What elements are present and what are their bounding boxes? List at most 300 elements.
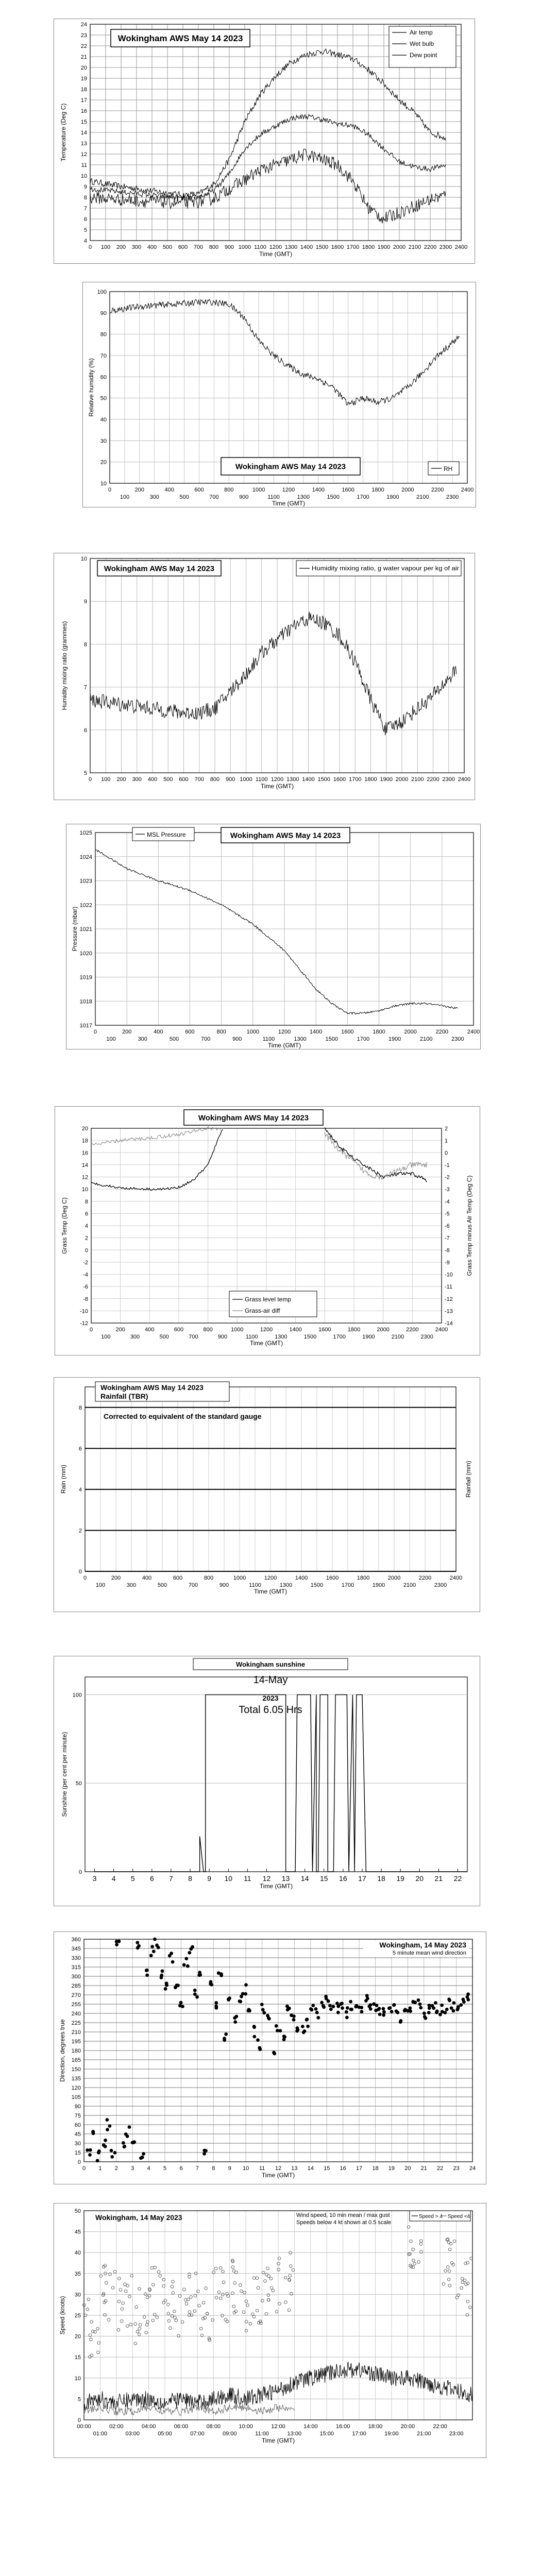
sun-xtick-label: 19 <box>396 1874 404 1883</box>
sun-xtick-label: 11 <box>244 1874 251 1883</box>
grass-xtick-label: 500 <box>159 1334 169 1340</box>
spd-gust-point <box>256 2277 259 2280</box>
spd-xtick-label: 12:00 <box>271 2424 285 2430</box>
temp-legend-label: Air temp <box>410 29 433 36</box>
temp-chart-title: Wokingham AWS May 14 2023 <box>117 33 243 44</box>
rain-x-axis-label: Time (GMT) <box>253 1588 288 1595</box>
spd-gust-point <box>264 2280 267 2283</box>
grass-ytick-label: 6 <box>84 1211 88 1217</box>
dir-xtick-label: 12 <box>275 2165 282 2172</box>
dir-data-point <box>341 2006 344 2010</box>
dir-ytick-label: 330 <box>71 1955 81 1961</box>
temp-ytick-label: 7 <box>83 206 87 212</box>
spd-xtick-label: 23:00 <box>449 2431 464 2437</box>
mixing-ratio-chart <box>54 553 476 801</box>
mix-xtick-label: 200 <box>116 776 126 783</box>
dir-data-point <box>292 2018 296 2022</box>
dir-data-point <box>462 2000 466 2004</box>
temp-series-line-1 <box>90 114 446 200</box>
temp-xtick-label: 1800 <box>362 244 375 250</box>
rh-xtick-label: 100 <box>120 494 130 500</box>
dir-xtick-label: 15 <box>324 2165 330 2172</box>
dir-data-point <box>267 2017 271 2021</box>
grass-y2-axis-label: Grass Temp minus Air Temp (Deg C) <box>466 1175 473 1276</box>
mix-xtick-label: 2100 <box>411 776 424 783</box>
mix-xtick-label: 2400 <box>458 776 471 783</box>
spd-xtick-label: 05:00 <box>158 2431 172 2437</box>
dir-data-point <box>256 2038 260 2042</box>
temp-xtick-label: 2300 <box>439 244 452 250</box>
dir-ytick-label: 300 <box>71 1974 81 1980</box>
dir-data-point <box>128 2125 131 2129</box>
grass-ytick-label: 10 <box>81 1187 88 1193</box>
spd-y-axis-label: Speed (knots) <box>59 2296 66 2335</box>
spd-gust-point <box>99 2275 103 2278</box>
pres-xtick-label: 1800 <box>373 1029 385 1035</box>
spd-gust-point <box>231 2260 234 2263</box>
rain-ytick-label: 0 <box>78 1569 82 1575</box>
pres-xtick-label: 1500 <box>325 1036 338 1042</box>
dir-data-point <box>411 2000 415 2004</box>
mix-chart-title: Wokingham AWS May 14 2023 <box>104 564 215 573</box>
grass-right-ytick-label: -5 <box>445 1211 450 1217</box>
spd-xtick-label: 14:00 <box>303 2424 318 2430</box>
dir-data-point <box>311 2004 315 2007</box>
dir-data-point <box>182 1963 186 1967</box>
rain-y-axis-label: Rain (mm) <box>60 1465 67 1494</box>
rain-xtick-label: 1200 <box>264 1575 277 1581</box>
spd-gust-point <box>442 2282 445 2285</box>
dir-data-point <box>165 1984 168 1987</box>
spd-gust-point <box>444 2269 447 2273</box>
spd-gust-point <box>257 2286 260 2290</box>
rh-xtick-label: 1000 <box>252 487 265 493</box>
grass-right-ytick-label: -3 <box>445 1187 450 1193</box>
spd-gust-point <box>226 2320 229 2323</box>
grass-xtick-label: 2400 <box>435 1327 448 1333</box>
sun-total: Total 6.05 Hrs <box>239 1704 302 1716</box>
grass-right-ytick-label: -6 <box>445 1223 450 1229</box>
rh-ytick-label: 20 <box>100 459 107 466</box>
spd-gust-point <box>150 2266 154 2269</box>
grass-legend-label: Grass-air diff <box>245 1307 280 1314</box>
rh-xtick-label: 1200 <box>282 487 295 493</box>
spd-xtick-label: 03:00 <box>125 2431 140 2437</box>
dir-data-point <box>241 1992 245 1996</box>
temp-xtick-label: 2200 <box>424 244 437 250</box>
grass-xtick-label: 800 <box>203 1327 213 1333</box>
spd-x-axis-label: Time (GMT) <box>261 2437 295 2444</box>
spd-gust-point <box>97 2342 100 2345</box>
dir-data-point <box>179 2001 183 2005</box>
spd-xtick-label: 01:00 <box>93 2431 108 2437</box>
temp-xtick-label: 1700 <box>346 244 360 250</box>
rh-x-axis-label: Time (GMT) <box>272 500 306 507</box>
temp-xtick-label: 200 <box>116 244 126 250</box>
dir-data-point <box>97 2149 101 2153</box>
spd-gust-point <box>446 2239 449 2242</box>
pres-y-axis-label: Pressure (mbar) <box>71 906 78 952</box>
spd-gust-point <box>175 2319 178 2322</box>
dir-data-point <box>327 1999 330 2003</box>
chart-panel-wind-speed <box>54 2203 486 2458</box>
dir-data-point <box>309 2007 313 2011</box>
spd-xtick-label: 07:00 <box>190 2431 205 2437</box>
sun-xtick-label: 5 <box>130 1874 135 1883</box>
spd-gust-point <box>124 2283 127 2286</box>
dir-data-point <box>142 2152 145 2156</box>
spd-gust-point <box>167 2312 170 2315</box>
grass-right-ytick-label: -13 <box>445 1308 453 1315</box>
dir-ytick-label: 150 <box>71 2066 81 2073</box>
spd-xtick-label: 06:00 <box>174 2424 189 2430</box>
rain-xtick-label: 1400 <box>295 1575 308 1581</box>
pres-legend-label: MSL Pressure <box>147 831 186 838</box>
spd-note-2: Speeds below 4 kt shown at 0.5 scale <box>296 2219 392 2226</box>
dir-xtick-label: 1 <box>98 2165 102 2172</box>
dir-data-point <box>188 1951 191 1955</box>
spd-gust-point <box>86 2308 89 2311</box>
mix-xtick-label: 1100 <box>255 776 268 783</box>
spd-gust-point <box>117 2329 120 2332</box>
mix-xtick-label: 1800 <box>364 776 377 783</box>
temp-xtick-label: 800 <box>209 244 219 250</box>
dir-x-axis-label: Time (GMT) <box>261 2172 295 2179</box>
spd-gust-point <box>249 2322 252 2325</box>
temp-ytick-label: 18 <box>80 87 87 93</box>
sun-xtick-label: 14 <box>300 1874 309 1883</box>
grass-ytick-label: 18 <box>81 1138 88 1144</box>
dir-ytick-label: 180 <box>71 2048 81 2054</box>
dir-data-point <box>290 2013 293 2017</box>
dir-data-point <box>452 2001 456 2005</box>
dir-ytick-label: 210 <box>71 2029 81 2036</box>
dir-data-point <box>296 2026 299 2030</box>
spd-gust-point <box>128 2295 131 2298</box>
spd-xtick-label: 11:00 <box>255 2431 269 2437</box>
spd-gust-point <box>109 2273 112 2276</box>
spd-xtick-label: 19:00 <box>384 2431 399 2437</box>
dir-data-point <box>149 1954 153 1957</box>
temp-ytick-label: 14 <box>80 130 87 136</box>
grass-xtick-label: 0 <box>89 1327 93 1333</box>
spd-gust-point <box>243 2291 246 2294</box>
mix-xtick-label: 1900 <box>380 776 393 783</box>
rh-ytick-label: 40 <box>100 417 107 423</box>
spd-legend-label: Speed > 4 <box>419 2214 443 2219</box>
mix-xtick-label: 1600 <box>333 776 346 783</box>
pres-xtick-label: 100 <box>106 1036 116 1042</box>
pres-xtick-label: 2200 <box>435 1029 449 1035</box>
grass-right-ytick-label: -2 <box>445 1174 450 1181</box>
dir-data-point <box>105 2118 109 2122</box>
dir-data-point <box>438 2013 442 2016</box>
mix-xtick-label: 700 <box>194 776 204 783</box>
spd-gust-point <box>245 2300 248 2303</box>
spd-gust-point <box>173 2310 176 2313</box>
spd-ytick-label: 0 <box>77 2417 81 2424</box>
sun-xtick-label: 13 <box>281 1874 290 1883</box>
mix-xtick-label: 1000 <box>240 776 252 783</box>
dir-xtick-label: 2 <box>114 2165 118 2172</box>
grass-xtick-label: 1400 <box>289 1327 302 1333</box>
grass-right-ytick-label: -1 <box>445 1162 450 1168</box>
rh-xtick-label: 300 <box>149 494 159 500</box>
dir-ytick-label: 240 <box>71 2011 81 2017</box>
spd-legend-label: Speed <4 <box>448 2214 470 2219</box>
spd-ytick-label: 10 <box>74 2375 81 2382</box>
rain-xtick-label: 600 <box>173 1575 183 1581</box>
spd-gust-point <box>289 2265 292 2268</box>
temp-ytick-label: 20 <box>80 65 87 71</box>
dir-chart-title: Wokingham, 14 May 2023 <box>379 1941 466 1949</box>
pres-xtick-label: 1200 <box>278 1029 291 1035</box>
mix-xtick-label: 1300 <box>286 776 299 783</box>
mix-ytick-label: 5 <box>83 770 87 776</box>
dir-data-point <box>434 2001 437 2005</box>
rain-note: Corrected to equivalent of the standard gauge <box>104 1412 262 1420</box>
sun-ytick-label: 50 <box>75 1781 82 1787</box>
rh-ytick-label: 10 <box>100 481 107 487</box>
dir-data-point <box>349 2000 352 2004</box>
rh-ytick-label: 90 <box>100 310 107 317</box>
temp-ytick-label: 13 <box>80 141 87 147</box>
spd-ytick-label: 40 <box>74 2250 81 2257</box>
spd-gust-point <box>90 2338 93 2341</box>
pres-xtick-label: 0 <box>93 1029 97 1035</box>
spd-gust-point <box>162 2284 165 2287</box>
dir-xtick-label: 7 <box>195 2165 199 2172</box>
dir-data-point <box>369 2007 373 2011</box>
temperature-chart <box>54 19 476 264</box>
spd-xtick-label: 22:00 <box>433 2424 447 2430</box>
spd-note-1: Wind speed, 10 min mean / max gust <box>296 2212 390 2218</box>
spd-gust-point <box>460 2286 463 2290</box>
spd-gust-point <box>136 2330 139 2333</box>
grass-ytick-label: 8 <box>84 1198 88 1205</box>
dir-data-point <box>387 2007 391 2010</box>
dir-data-point <box>189 1947 193 1951</box>
dir-xtick-label: 22 <box>437 2165 444 2172</box>
pres-ytick-label: 1019 <box>79 974 92 981</box>
dir-xtick-label: 9 <box>228 2165 231 2172</box>
rain-xtick-label: 1700 <box>341 1582 354 1588</box>
spd-gust-point <box>267 2275 270 2278</box>
rh-xtick-label: 700 <box>209 494 219 500</box>
temp-xtick-label: 1900 <box>377 244 391 250</box>
spd-gust-point <box>124 2290 127 2293</box>
spd-gust-point <box>267 2294 270 2297</box>
dir-data-point <box>349 2008 353 2011</box>
grass-right-ytick-label: -4 <box>445 1198 450 1205</box>
sun-ytick-label: 0 <box>78 1869 82 1875</box>
spd-gust-point <box>172 2280 175 2283</box>
sun-xtick-label: 3 <box>92 1874 97 1883</box>
rh-xtick-label: 2000 <box>401 487 414 493</box>
spd-gust-point <box>219 2297 222 2300</box>
rh-xtick-label: 1700 <box>357 494 369 500</box>
dir-ytick-label: 285 <box>71 1983 81 1989</box>
temp-xtick-label: 2100 <box>408 244 421 250</box>
temp-ytick-label: 9 <box>83 184 87 190</box>
dir-data-point <box>354 2005 358 2009</box>
spd-gust-point <box>448 2248 451 2251</box>
dir-data-point <box>378 2007 381 2010</box>
dir-data-point <box>331 2005 335 2008</box>
dir-xtick-label: 6 <box>179 2165 183 2172</box>
rh-ytick-label: 70 <box>100 353 107 359</box>
mix-xtick-label: 1500 <box>317 776 330 783</box>
rain-xtick-label: 1000 <box>233 1575 246 1581</box>
pres-xtick-label: 600 <box>185 1029 195 1035</box>
pres-xtick-label: 900 <box>232 1036 242 1042</box>
dir-data-point <box>314 2007 318 2011</box>
dir-data-point <box>145 1969 149 1972</box>
mix-ytick-label: 7 <box>83 684 87 691</box>
rh-xtick-label: 1500 <box>327 494 340 500</box>
dir-xtick-label: 19 <box>388 2165 395 2172</box>
temp-xtick-label: 1500 <box>315 244 329 250</box>
mix-xtick-label: 800 <box>210 776 220 783</box>
spd-gust-point <box>419 2243 422 2246</box>
dir-data-point <box>186 1964 190 1968</box>
dir-data-point <box>435 2009 439 2013</box>
pres-xtick-label: 1900 <box>388 1036 401 1042</box>
spd-gust-point <box>222 2270 225 2273</box>
spd-gust-point <box>118 2277 121 2280</box>
dir-data-point <box>408 2006 412 2010</box>
dir-xtick-label: 24 <box>469 2165 476 2172</box>
spd-gust-point <box>245 2320 248 2323</box>
mix-xtick-label: 1700 <box>349 776 362 783</box>
dir-data-point <box>272 2051 276 2055</box>
sun-xtick-label: 15 <box>319 1874 328 1883</box>
grass-legend-label: Grass level temp <box>245 1296 292 1303</box>
dir-data-point <box>124 2132 128 2136</box>
spd-gust-point <box>275 2310 278 2313</box>
spd-gust-point <box>420 2240 423 2243</box>
dir-ytick-label: 270 <box>71 1992 81 1998</box>
spd-gust-point <box>183 2288 186 2291</box>
spd-gust-point <box>117 2300 121 2303</box>
grass-xtick-label: 1900 <box>362 1334 375 1340</box>
spd-ytick-label: 30 <box>74 2292 81 2298</box>
temp-ytick-label: 11 <box>81 162 87 168</box>
pres-ytick-label: 1020 <box>79 950 92 957</box>
dir-ytick-label: 75 <box>74 2113 81 2119</box>
dir-data-point <box>202 2149 206 2153</box>
rain-xtick-label: 100 <box>95 1582 106 1588</box>
spd-gust-point <box>219 2266 222 2269</box>
mix-series-line <box>90 612 457 735</box>
dir-data-point <box>110 2149 113 2153</box>
pres-xtick-label: 200 <box>122 1029 132 1035</box>
dir-data-point <box>202 2152 206 2156</box>
rain-ytick-label: 4 <box>78 1486 82 1493</box>
temp-y-axis-label: Temperature (Deg C) <box>60 103 67 162</box>
dir-data-point <box>301 2025 305 2028</box>
dir-data-point <box>258 2047 262 2051</box>
dir-data-point <box>275 2024 278 2028</box>
spd-gust-point <box>222 2281 225 2284</box>
spd-gust-point <box>252 2315 256 2318</box>
pres-xtick-label: 1300 <box>294 1036 307 1042</box>
dir-data-point <box>329 2008 333 2011</box>
spd-gust-point <box>233 2282 236 2285</box>
rh-ytick-label: 30 <box>100 438 107 445</box>
chart-panel-rainfall <box>54 1377 480 1612</box>
temp-xtick-label: 1300 <box>284 244 298 250</box>
spd-gust-point <box>90 2354 93 2357</box>
dir-data-point <box>227 1997 230 2001</box>
grass-ytick-label: 2 <box>84 1235 88 1242</box>
temp-ytick-label: 23 <box>80 32 87 39</box>
spd-gust-point <box>224 2318 227 2321</box>
dir-data-point <box>252 2035 256 2039</box>
dir-data-point <box>316 2016 320 2020</box>
spd-gust-point <box>129 2323 132 2326</box>
spd-gust-point <box>410 2240 413 2243</box>
spd-ytick-label: 35 <box>74 2270 81 2277</box>
dir-data-point <box>247 2009 250 2012</box>
spd-gust-point <box>148 2294 151 2297</box>
dir-data-point <box>164 1987 167 1991</box>
grass-right-ytick-label: -10 <box>445 1272 453 1278</box>
dir-data-point <box>459 2003 463 2007</box>
rain-ytick-label: 2 <box>78 1528 82 1534</box>
dir-data-point <box>392 2004 396 2007</box>
dir-data-point <box>214 2001 218 2005</box>
spd-gust-point <box>270 2286 274 2290</box>
spd-gust-point <box>122 2302 125 2305</box>
spd-gust-point <box>417 2261 420 2264</box>
spd-gust-point <box>231 2266 234 2269</box>
dir-data-point <box>418 2003 422 2006</box>
rain-xtick-label: 900 <box>219 1582 229 1588</box>
dir-data-point <box>223 2037 226 2040</box>
rain-ytick-label: 8 <box>78 1404 82 1411</box>
spd-gust-point <box>242 2311 245 2314</box>
chart-panel-mixing-ratio <box>54 553 475 800</box>
temp-ytick-label: 6 <box>83 216 87 223</box>
dir-data-point <box>252 2025 256 2028</box>
spd-gust-point <box>215 2296 218 2299</box>
dir-xtick-label: 11 <box>259 2165 265 2172</box>
chart-panel-pressure <box>66 824 481 1049</box>
chart-panel-temperature <box>54 19 475 264</box>
dir-data-point <box>141 2156 144 2159</box>
dir-data-point <box>315 2011 319 2014</box>
spd-gust-point <box>153 2313 156 2316</box>
grass-xtick-label: 600 <box>174 1327 184 1333</box>
dir-ytick-label: 195 <box>71 2039 81 2045</box>
dir-xtick-label: 10 <box>243 2165 249 2172</box>
grass-xtick-label: 900 <box>217 1334 228 1340</box>
spd-gust-point <box>156 2316 159 2319</box>
spd-gust-point <box>194 2294 197 2297</box>
spd-gust-point <box>138 2327 141 2330</box>
temp-xtick-label: 300 <box>131 244 142 250</box>
dir-data-point <box>444 2011 447 2014</box>
rain-xtick-label: 2400 <box>449 1575 463 1581</box>
dir-data-point <box>399 2020 402 2024</box>
rh-xtick-label: 1600 <box>342 487 354 493</box>
temp-xtick-label: 1600 <box>331 244 344 250</box>
dir-ytick-label: 0 <box>77 2159 81 2165</box>
spd-gust-point <box>111 2286 114 2290</box>
rain-xtick-label: 800 <box>204 1575 214 1581</box>
grass-air-diff-line <box>91 1127 223 1145</box>
